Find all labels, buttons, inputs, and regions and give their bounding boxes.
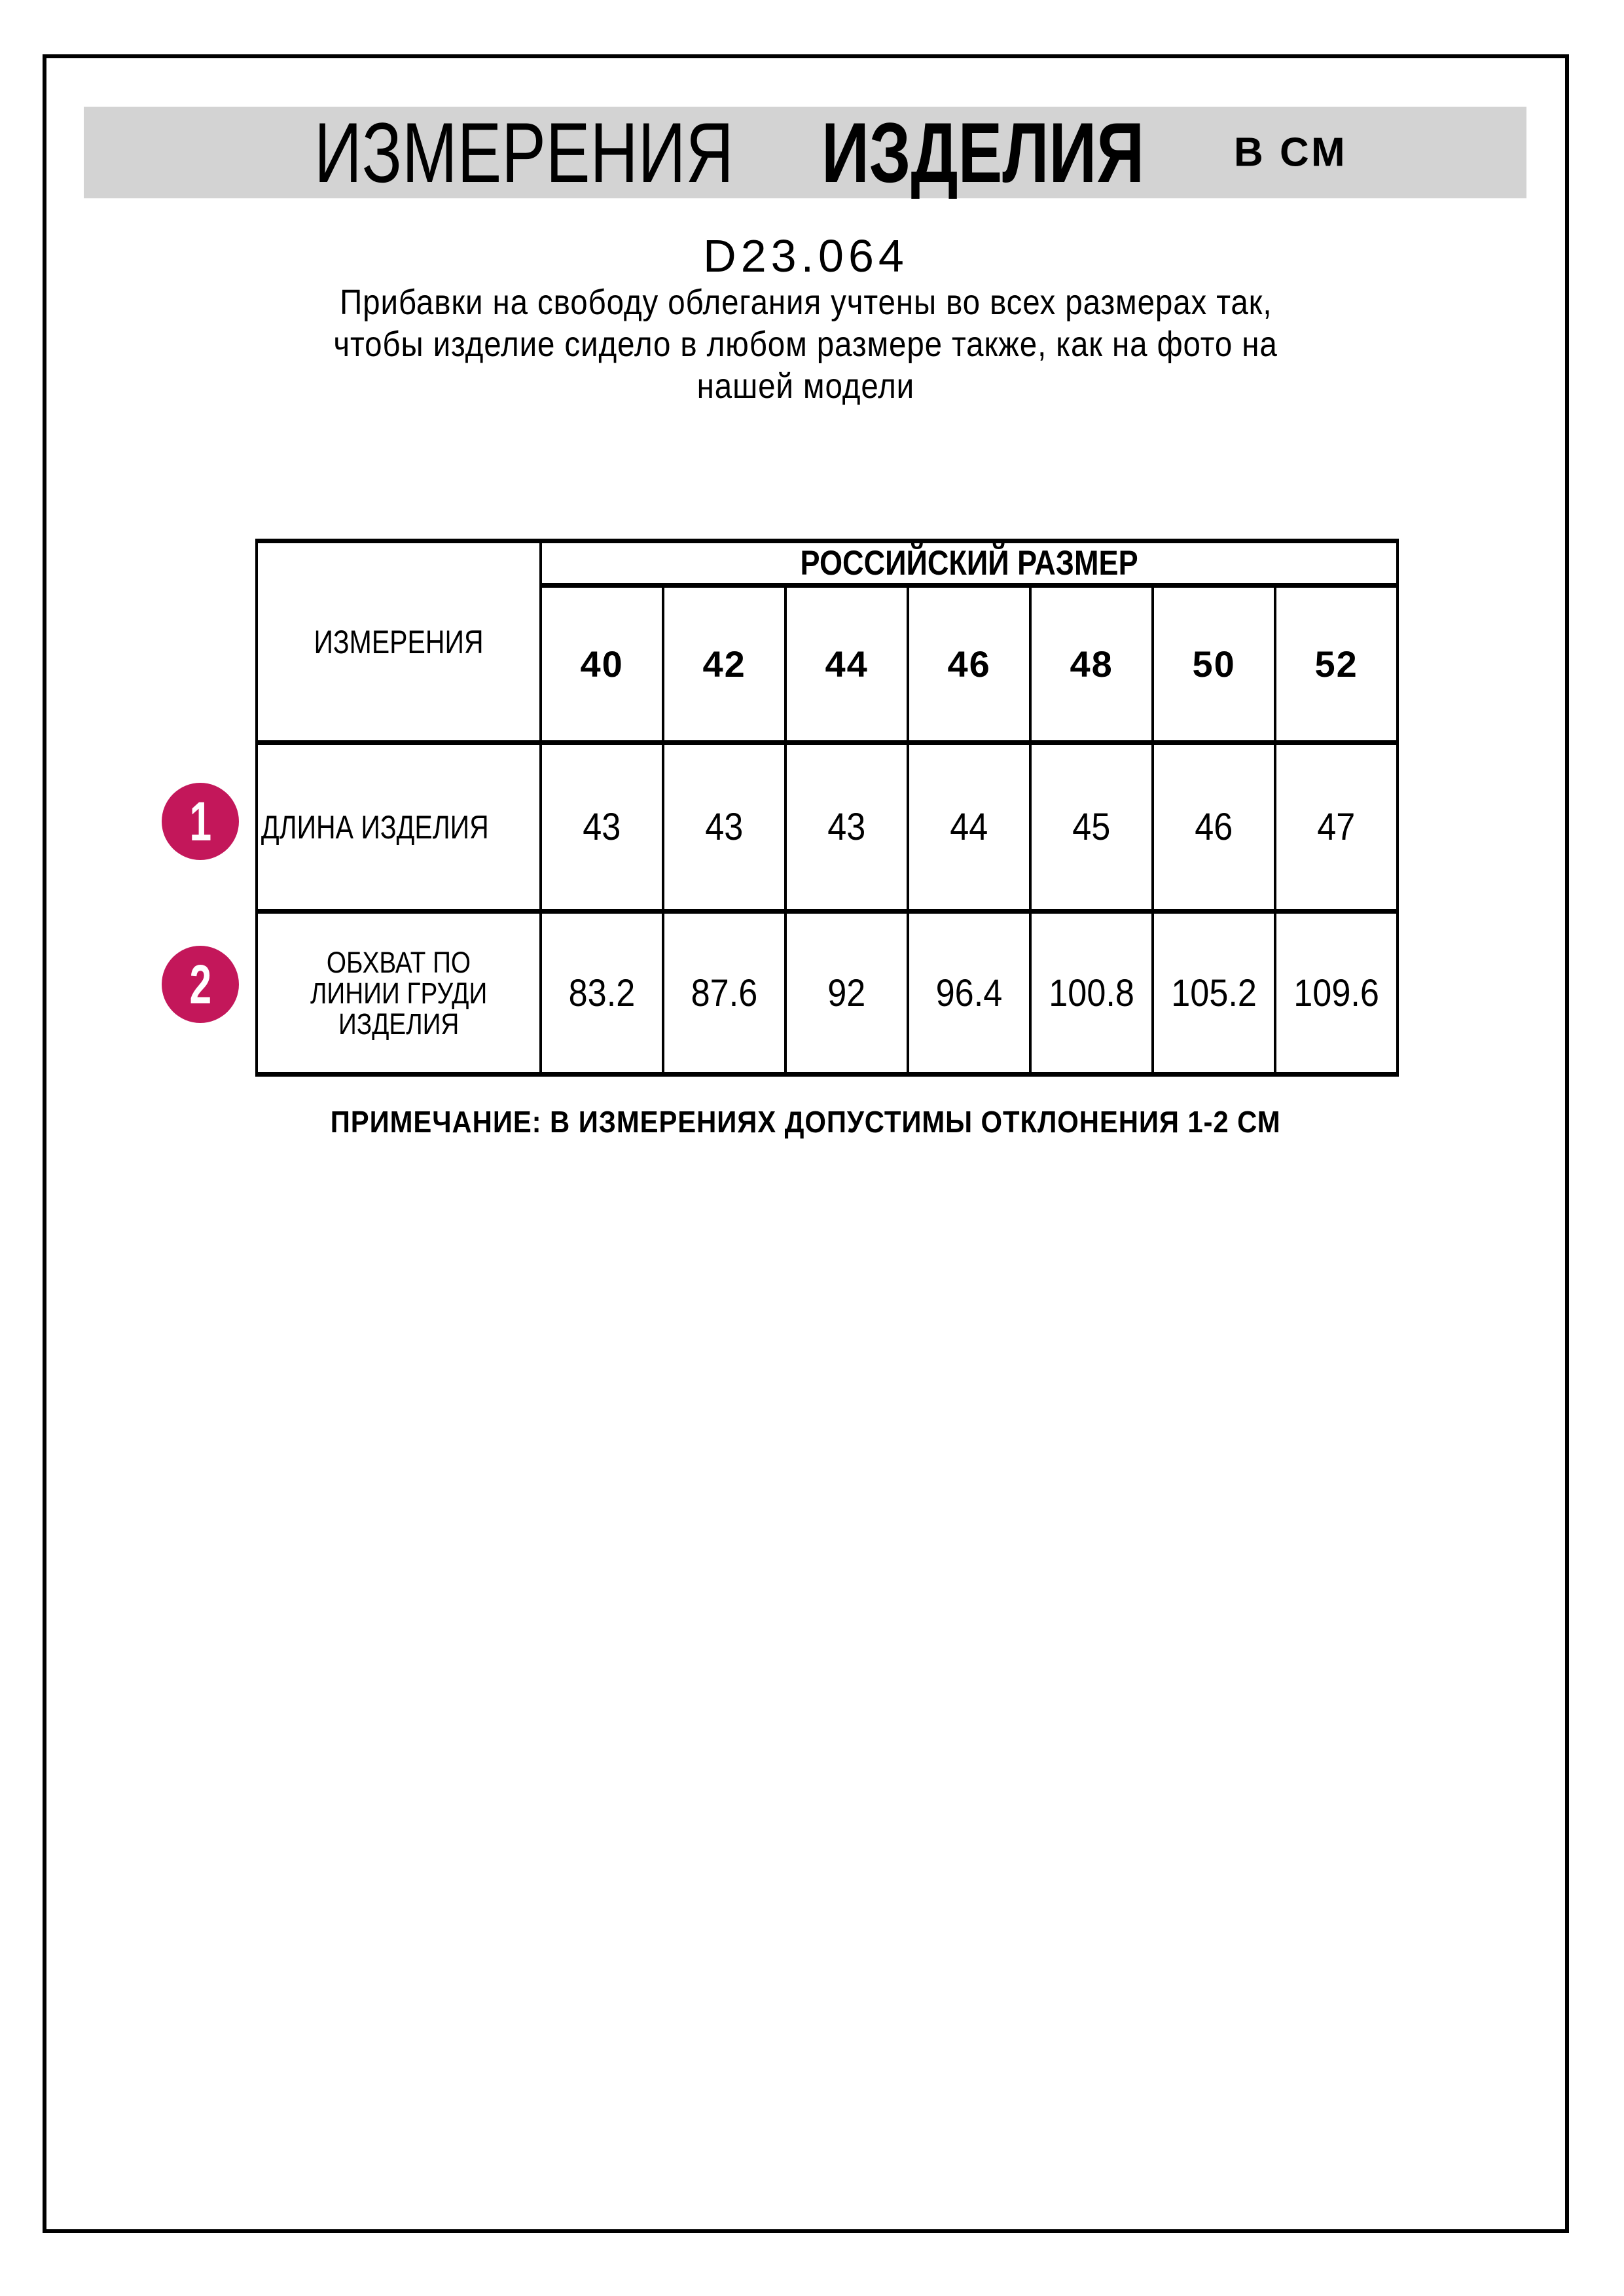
row-marker-1: 1	[162, 783, 239, 860]
size-system-header-cell: РОССИЙСКИЙ РАЗМЕР	[541, 541, 1398, 586]
value-cell: 83.2	[541, 912, 663, 1075]
product-code: D23.064	[703, 230, 909, 281]
value-cell: 44	[908, 743, 1030, 912]
row-label-length: ДЛИНА ИЗДЕЛИЯ	[257, 743, 541, 912]
title-unit-cm: В СМ	[1234, 130, 1348, 175]
value-cell: 96.4	[908, 912, 1030, 1075]
size-header-cell: 44	[785, 586, 908, 743]
value-cell: 100.8	[1030, 912, 1153, 1075]
value-cell: 87.6	[663, 912, 785, 1075]
size-table	[255, 539, 1399, 1077]
table-row-length	[257, 743, 1398, 912]
intro-line-1: Прибавки на свободу облегания учтены во всех размерах так,	[339, 283, 1272, 322]
intro-line-2: чтобы изделие сидело в любом размере также, как на фото на	[333, 325, 1278, 364]
intro-paragraph	[43, 281, 1569, 407]
intro-line-3: нашей модели	[696, 367, 915, 406]
size-header-cell: 50	[1153, 586, 1275, 743]
value-cell: 105.2	[1153, 912, 1275, 1075]
title-word-product: ИЗДЕЛИЯ	[821, 105, 1145, 200]
measurements-header-cell: ИЗМЕРЕНИЯ	[257, 541, 541, 743]
value-cell: 43	[785, 743, 908, 912]
row-marker-2: 2	[162, 946, 239, 1023]
value-cell: 43	[541, 743, 663, 912]
size-header-cell: 42	[663, 586, 785, 743]
value-cell: 46	[1153, 743, 1275, 912]
value-cell: 109.6	[1275, 912, 1398, 1075]
table-row-chest	[257, 912, 1398, 1075]
value-cell: 45	[1030, 743, 1153, 912]
row-label-chest: ОБХВАТ ПО ЛИНИИ ГРУДИ ИЗДЕЛИЯ	[257, 912, 541, 1075]
size-header-cell: 40	[541, 586, 663, 743]
size-header-cell: 46	[908, 586, 1030, 743]
value-cell: 92	[785, 912, 908, 1075]
title-band	[84, 107, 1526, 198]
value-cell: 43	[663, 743, 785, 912]
value-cell: 47	[1275, 743, 1398, 912]
note-text: ПРИМЕЧАНИЕ: В ИЗМЕРЕНИЯХ ДОПУСТИМЫ ОТКЛОНЕНИЯ 1-2 СМ	[331, 1105, 1281, 1139]
size-header-cell: 52	[1275, 586, 1398, 743]
size-header-cell: 48	[1030, 586, 1153, 743]
title-word-measurements: ИЗМЕРЕНИЯ	[314, 105, 734, 200]
table-row-size-system	[257, 541, 1398, 586]
